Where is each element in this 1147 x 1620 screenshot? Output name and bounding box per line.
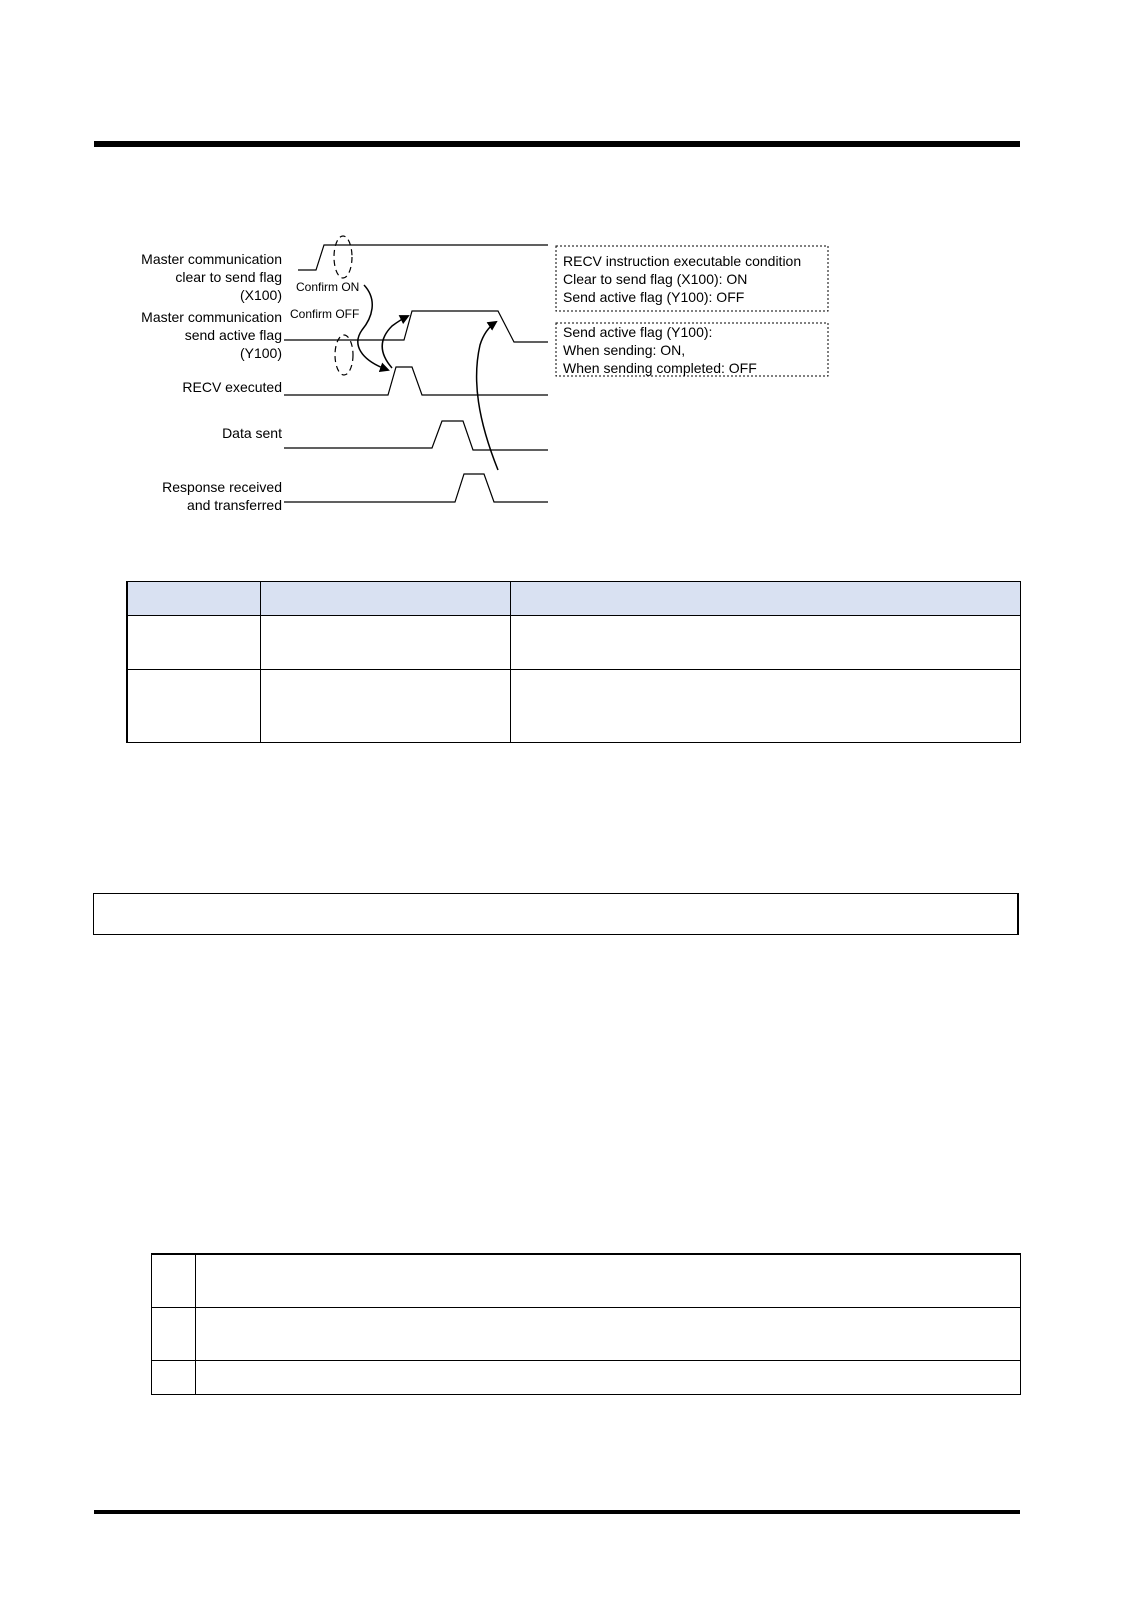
waveform-resp [284, 474, 548, 502]
condition-note-line1: RECV instruction executable condition [563, 253, 802, 269]
signal-label-y100-line3: (Y100) [239, 345, 282, 361]
status-table [126, 581, 1021, 743]
confirm-off-label: Confirm OFF [290, 307, 360, 321]
status-header-1 [127, 582, 261, 616]
waveform-recv [284, 367, 548, 395]
steps-table [151, 1253, 1021, 1395]
active-note-line1: Send active flag (Y100): [563, 324, 713, 340]
status-header-2 [261, 582, 511, 616]
step-text-cell [196, 1308, 1021, 1361]
step-number-cell [152, 1308, 196, 1361]
confirm-off-marker [335, 335, 353, 375]
signal-label-sent: Data sent [222, 425, 282, 441]
waveform-sent [284, 421, 548, 450]
status-cell [127, 670, 261, 743]
status-cell [511, 670, 1021, 743]
step-number-cell [152, 1361, 196, 1395]
timing-diagram [0, 0, 1147, 560]
step-number-cell [152, 1254, 196, 1308]
arrow-confirm-to-recv [358, 285, 388, 370]
signal-label-x100-line2: clear to send flag [175, 269, 282, 285]
note-box [93, 893, 1019, 935]
arrow-resp-to-y100-off [477, 322, 498, 470]
signal-label-x100-line1: Master communication [141, 251, 282, 267]
status-cell [261, 670, 511, 743]
signal-label-y100-line2: send active flag [184, 327, 282, 343]
signal-label-recv: RECV executed [182, 379, 282, 395]
waveform-x100 [298, 245, 548, 270]
condition-note-line2: Clear to send flag (X100): ON [563, 271, 748, 287]
active-note-line2: When sending: ON, [563, 342, 686, 358]
status-cell [261, 616, 511, 670]
status-header-3 [511, 582, 1021, 616]
signal-label-x100-line3: (X100) [239, 287, 282, 303]
active-note-line3: When sending completed: OFF [563, 360, 757, 376]
status-cell [511, 616, 1021, 670]
footer-rule [94, 1510, 1020, 1514]
condition-note-line3: Send active flag (Y100): OFF [563, 289, 745, 305]
signal-label-resp-line1: Response received [162, 479, 282, 495]
step-text-cell [196, 1254, 1021, 1308]
arrow-recv-to-y100-on [382, 316, 408, 368]
status-cell [127, 616, 261, 670]
confirm-on-marker [334, 236, 352, 278]
signal-label-resp-line2: and transferred [187, 497, 282, 513]
signal-label-y100-line1: Master communication [141, 309, 282, 325]
step-text-cell [196, 1361, 1021, 1395]
confirm-on-label: Confirm ON [296, 280, 360, 294]
